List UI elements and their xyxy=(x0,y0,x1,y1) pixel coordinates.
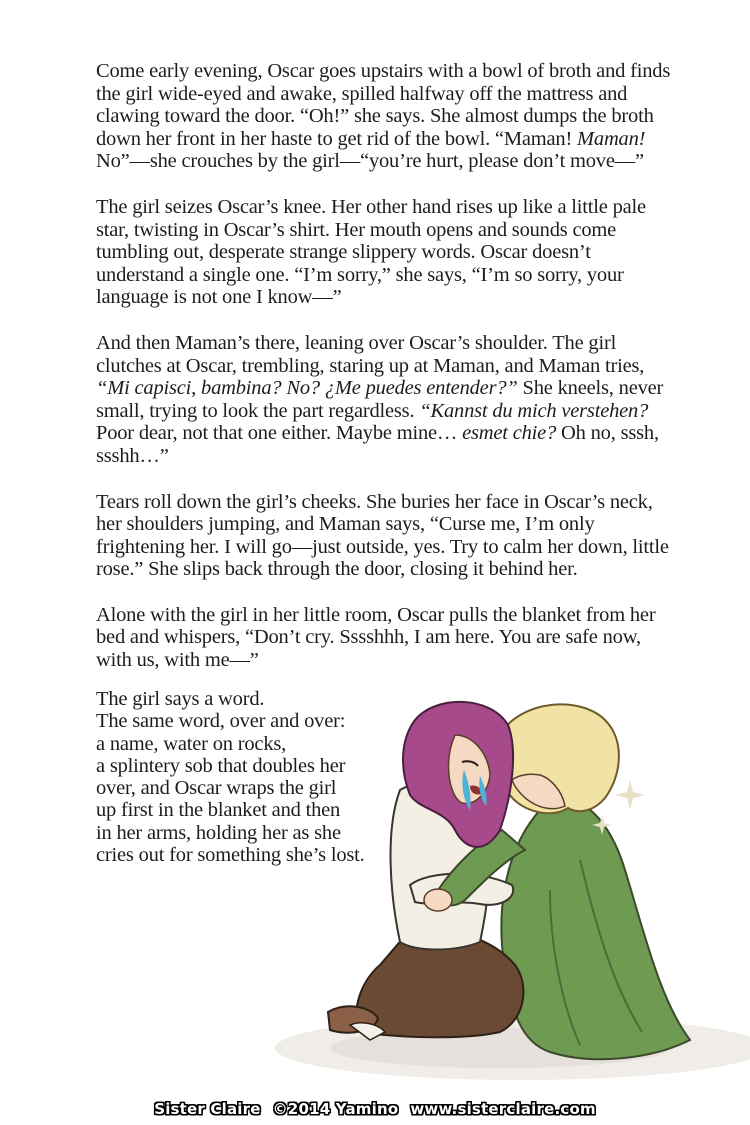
paragraph-2: The girl seizes Oscar’s knee. Her other hand rises up like a little pale star, twisting in Oscar’s shirt. Her mouth opens and sounds come tumbling out, desperate strange slippery words. Oscar doesn’t understand a single one. “I’m sorry,” she says, “I’m so sorry, your language is not one I know—” xyxy=(96,195,646,309)
paragraph-1: Come early evening, Oscar goes upstairs with a bowl of broth and finds the girl wide-eyed and awake, spilled halfway off the mattress and clawing toward the door. “Oh!” she says. She almost dumps the broth down her front in her haste to get rid of the bowl. “Maman! Maman! No”—she crouches by the girl—“you’re hurt, please don’t move—” xyxy=(96,60,671,173)
blanket xyxy=(501,798,690,1059)
verse-line: over, and Oscar wraps the girl xyxy=(96,777,337,800)
story-text xyxy=(96,60,676,695)
copyright: ©2014 Yamino xyxy=(272,1100,399,1118)
verse-line: up first in the blanket and then xyxy=(96,799,341,822)
footer-credit xyxy=(0,1100,750,1118)
comic-title: Sister Claire xyxy=(154,1100,261,1118)
verse-line: The same word, over and over: xyxy=(96,710,346,733)
sparkle-icon xyxy=(615,780,645,810)
verse-line: cries out for something she’s lost. xyxy=(96,844,365,867)
site-link[interactable]: www.sisterclaire.com xyxy=(410,1100,596,1118)
oscar-hand xyxy=(424,889,452,911)
paragraph-5: Alone with the girl in her little room, Oscar pulls the blanket from her bed and whispers, “Don’t cry. Sssshhh, I am here. You are safe now, with us, with me—” xyxy=(96,603,656,672)
verse-line: in her arms, holding her as she xyxy=(96,821,341,844)
verse-line: The girl says a word. xyxy=(96,688,265,710)
paragraph-4: Tears roll down the girl’s cheeks. She buries her face in Oscar’s neck, her shoulders jumping, and Maman says, “Curse me, I’m only frightening her. I will go—just outside, yes. Try to calm her down, little rose.” She slips back through the door, closing it behind her. xyxy=(96,490,669,581)
verse-line: a splintery sob that doubles her xyxy=(96,754,346,777)
hug-illustration xyxy=(250,680,750,1090)
paragraph-3: And then Maman’s there, leaning over Oscar’s shoulder. The girl clutches at Oscar, trembling, staring up at Maman, and Maman tries, “Mi capisci, bambina? No? ¿Me puedes entender?” She kneels, never small, trying to look the part regardless. “Kannst du mich verstehen? Poor dear, not that one either. Maybe mine… esmet chie? Oh no, sssh, ssshh…” xyxy=(96,331,664,467)
verse-line: a name, water on rocks, xyxy=(96,732,287,755)
